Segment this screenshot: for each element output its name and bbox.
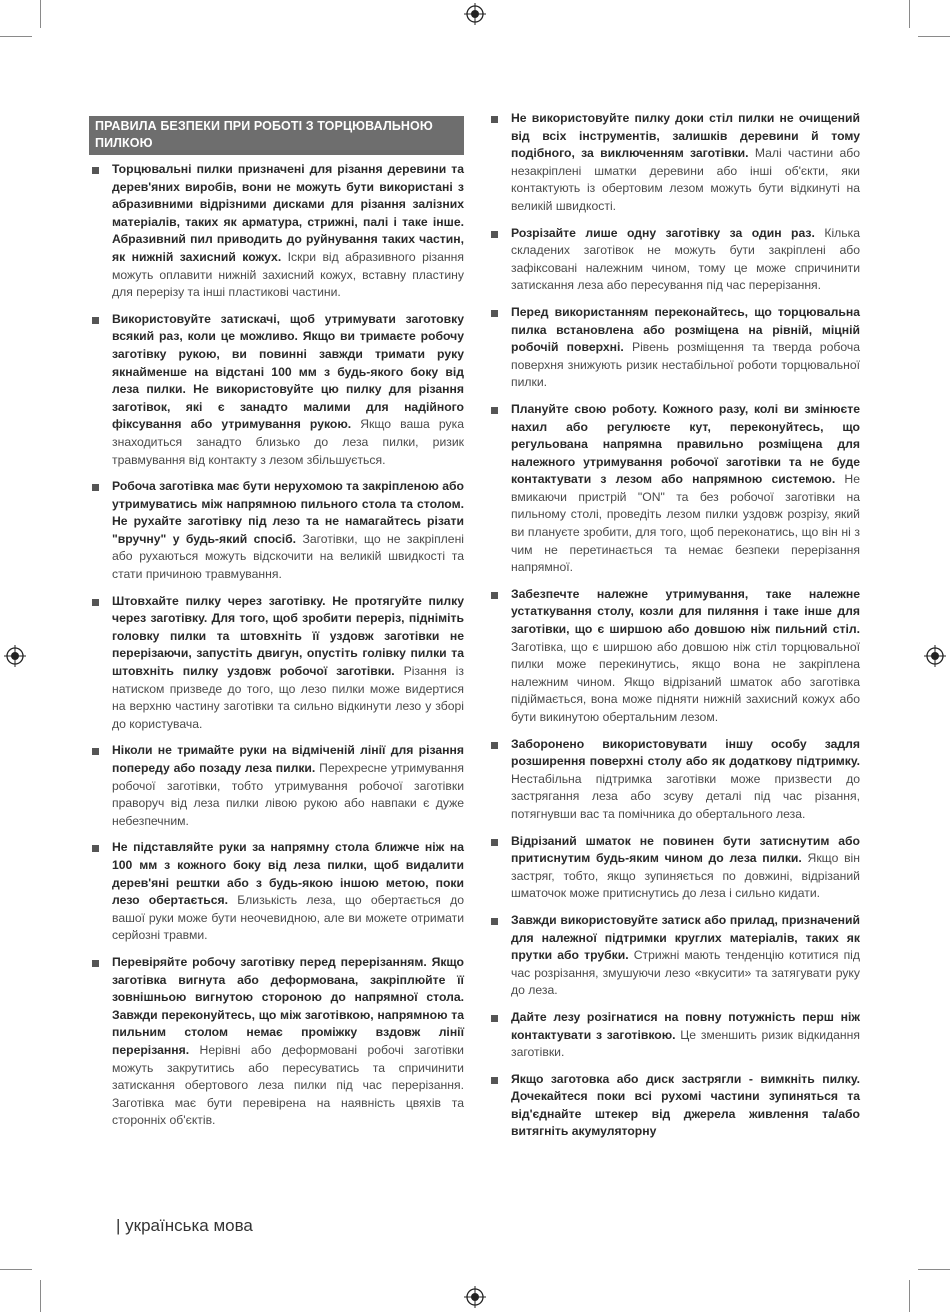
item-bold-text: Перед використанням переконайтесь, що торцювальна пилка встановлена або розміщена на рівній, міцній робочій поверхні. [511, 304, 860, 355]
crop-mark [40, 1280, 41, 1312]
crop-mark [909, 1280, 910, 1312]
list-item [89, 839, 464, 945]
left-column [89, 116, 464, 1139]
list-item [488, 401, 860, 577]
crop-mark [0, 36, 32, 37]
section-title: ПРАВИЛА БЕЗПЕКИ ПРИ РОБОТІ З ТОРЦЮВАЛЬНОЮ ПИЛКОЮ [89, 116, 464, 155]
list-item [488, 912, 860, 1000]
item-text: Якщо ваша рука знаходиться занадто близько до леза пилки, ризик травмування від контакту з лезом збільшується. [112, 417, 465, 467]
registration-mark-icon [924, 645, 946, 667]
item-text: Різання із натиском призведе до того, що лезо пилки може видертися на верхню частину заготівки та сильно відкинути лезо у зборі до користувача. [112, 664, 464, 731]
list-item [89, 954, 464, 1130]
item-bold-text: Забезпечте належне утримування, таке належне устаткування столу, козли для пиляння і таке інше для заготівки, що є ширшою або довшою ніж пильний стіл. [511, 586, 860, 637]
crop-mark [0, 1269, 32, 1270]
list-item [89, 742, 464, 830]
list-item [89, 593, 464, 734]
square-bullet-icon [92, 599, 99, 606]
square-bullet-icon [491, 1015, 498, 1022]
item-bold-text: Не використовуйте пилку доки стіл пилки не очищений від всіх інструментів, залишків деревини й тому подібного, за виключенням заготівки. [511, 111, 860, 161]
square-bullet-icon [491, 1077, 498, 1084]
square-bullet-icon [92, 317, 99, 324]
right-column [488, 110, 860, 1150]
square-bullet-icon [491, 116, 498, 123]
list-item [488, 225, 860, 295]
list-item [488, 586, 860, 727]
item-text: Нестабільна підтримка заготівки може призвести до застрягання леза або зсуву деталі під час різання, потягнувши вас та помічника до обертального леза. [511, 771, 860, 821]
item-text: Близькість леза, що обертається до вашої руки може бути неочевидною, але ви можете отримати серйозні травми. [112, 893, 464, 943]
list-item [488, 1071, 860, 1141]
item-bold-text: Заборонено використовувати іншу особу задля розширення поверхні столу або як додаткову підтримку. [511, 736, 860, 769]
item-bold-text: Використовуйте затискачі, щоб утримувати заготовку всякий раз, коли це можливо. Якщо ви тримаєте робочу заготівку рукою, ви повинні завжди тримати руку якнайменше на відстані 100 мм з будь-якого боку від леза пилки. Не використовуйте цю пилку для різання заготівок, які є занадто малими для надійного фіксування або утримування рукою. [112, 311, 464, 432]
item-bold-text: Дайте лезу розігнатися на повну потужність перш ніж контактувати з заготівкою. [511, 1009, 860, 1042]
item-bold-text: Перевіряйте робочу заготівку перед перерізанням. Якщо заготівка вигнута або деформована, закріплюйте її зовнішньою вигнутою стороною до напрямної стола. Завжди переконуйтесь, що між заготівкою, напрямною та пильним столом немає проміжку вздовж лінії перерізання. [112, 954, 464, 1057]
item-text: Рівень розміщення та тверда робоча поверхня знижують ризик нестабільної роботи торцювальної пилки. [511, 340, 860, 390]
square-bullet-icon [491, 231, 498, 238]
crop-mark [40, 0, 41, 28]
square-bullet-icon [92, 845, 99, 852]
item-text: Якщо він застряг, тобто, якщо зупиняється по довжині, відрізаний шматочок може притиснутись до леза і сильно кидати. [511, 851, 860, 901]
list-item [488, 736, 860, 824]
crop-mark [918, 36, 950, 37]
item-text: Заготівки, що не закріплені або рухаються можуть відскочити на великій швидкості та стати причиною травмування. [112, 531, 465, 582]
item-bold-text: Не підставляйте руки за напрямну стола ближче ніж на 100 мм з кожного боку від леза пилки, щоб видалити дерев'яні рештки або з будь-якою іншою метою, поки лезо обертається. [112, 840, 464, 908]
item-text: Це зменшить ризик відкидання заготівки. [511, 1027, 860, 1060]
list-item [488, 833, 860, 903]
square-bullet-icon [491, 839, 498, 846]
square-bullet-icon [92, 960, 99, 967]
item-text: Кілька складених заготівок не можуть бути закріплені або зафіксовані належним чином, тому це може спричинити затискання леза або пересування під час перерізання. [511, 225, 860, 293]
item-bold-text: Робоча заготівка має бути нерухомою та закріпленою або утримуватись між напрямною пильного стола та столом. Не рухайте заготівку під лезо та не намагайтесь різати "вручну" у будь-який спосіб. [112, 479, 464, 546]
item-text: Малі частини або незакріплені шматки деревини або інші об'єкти, яки контактують із обертовим лезом можуть бути відкинуті на великій швидкості. [511, 146, 860, 213]
list-item [89, 161, 464, 302]
left-items [89, 161, 464, 1130]
list-item [89, 478, 464, 584]
item-text: Іскри від абразивного різання можуть оплавити нижній захисний кожух, вставну пластину для перерізу та інші пластикові частини. [112, 249, 464, 300]
item-bold-text: Плануйте свою роботу. Кожного разу, колі ви змінюєте нахил або регулюєте кут, переконуйтесь, що регульована напрямна правильно розміщена для належного утримування робочої заготівки та не буде контактувати з лезом або напрямною системою. [511, 401, 860, 487]
item-bold-text: Розрізайте лише одну заготівку за один раз. [511, 225, 815, 240]
item-text: Не вмикаючи пристрій "ON" та без робочої заготівки на пильному столі, проведіть лезом пилки уздовж розрізу, який ви плануєте зробити, для того, щоб переконатись, що він ні з чим не перетинається та немає безпеки перерізання напрямної. [511, 472, 861, 575]
list-item [488, 304, 860, 392]
square-bullet-icon [491, 592, 498, 599]
square-bullet-icon [92, 167, 99, 174]
item-bold-text: Якщо заготовка або диск застрягли - вимкніть пилку. Дочекайтеся поки всі рухомі частини зупиняться та від'єднайте штекер від джерела живлення та/або витягніть акумуляторну [511, 1071, 860, 1139]
square-bullet-icon [92, 748, 99, 755]
crop-mark [918, 1269, 950, 1270]
registration-mark-icon [464, 3, 486, 25]
list-item [488, 1009, 860, 1062]
page-footer-language: | українська мова [116, 1216, 253, 1235]
item-text: Стрижні мають тенденцію котитися під час розрізання, змушуючи лезо «вкусити» та затягувати руку до леза. [511, 948, 860, 998]
item-bold-text: Ніколи не тримайте руки на відміченій лінії для різання попереду або позаду леза пилки. [112, 743, 464, 775]
item-bold-text: Відрізаний шматок не повинен бути затиснутим або притиснутим будь-яким чином до леза пилки. [511, 833, 860, 866]
item-bold-text: Завжди використовуйте затиск або прилад, призначений для належної підтримки круглих матеріалів, таких як прутки або трубки. [511, 912, 860, 963]
square-bullet-icon [491, 407, 498, 414]
crop-mark [909, 0, 910, 28]
list-item [89, 311, 464, 469]
registration-mark-icon [464, 1286, 486, 1308]
square-bullet-icon [92, 484, 99, 491]
square-bullet-icon [491, 742, 498, 749]
square-bullet-icon [491, 310, 498, 317]
item-text: Заготівка, що є ширшою або довшою ніж стіл торцювальної пилки може перекинутись, якщо вона не закріплена належним чином. Якщо відрізаний шматок або заготівка підіймається, вона може підняти нижній захисний кожух або бути викинутою обертальним лезом. [511, 639, 860, 724]
square-bullet-icon [491, 918, 498, 925]
item-bold-text: Штовхайте пилку через заготівку. Не протягуйте пилку через заготівку. Для того, щоб зробити переріз, підніміть головку пилки та штовхніть її уздовж заготівки не перерізаючи, запустіть двигун, опустіть голівку пилки та штовхніть пилку уздовж робочої заготівки. [112, 593, 464, 679]
list-item [488, 110, 860, 216]
item-bold-text: Торцювальні пилки призначені для різання деревини та дерев'яних виробів, вони не можуть бути використані з абразивними відрізними дисками для різання залізних матеріалів, таких як арматура, стрижні, палі і таке інше. Абразивний пил приводить до руйнування таких частин, як нижній захисний кожух. [112, 162, 464, 264]
item-text: Нерівні або деформовані робочі заготівки можуть закрутитись або пересуватись та спричинити затискання обертового леза пилки під час перерізання. Заготівка має бути перевірена на наявність цвяхів та сторонніх об'єктів. [112, 1042, 464, 1128]
registration-mark-icon [4, 645, 26, 667]
item-text: Перехресне утримування робочої заготівки, тобто утримування робочої заготівки праворуч від леза пилки лівою рукою або навпаки є дуже небезпечним. [112, 761, 465, 828]
